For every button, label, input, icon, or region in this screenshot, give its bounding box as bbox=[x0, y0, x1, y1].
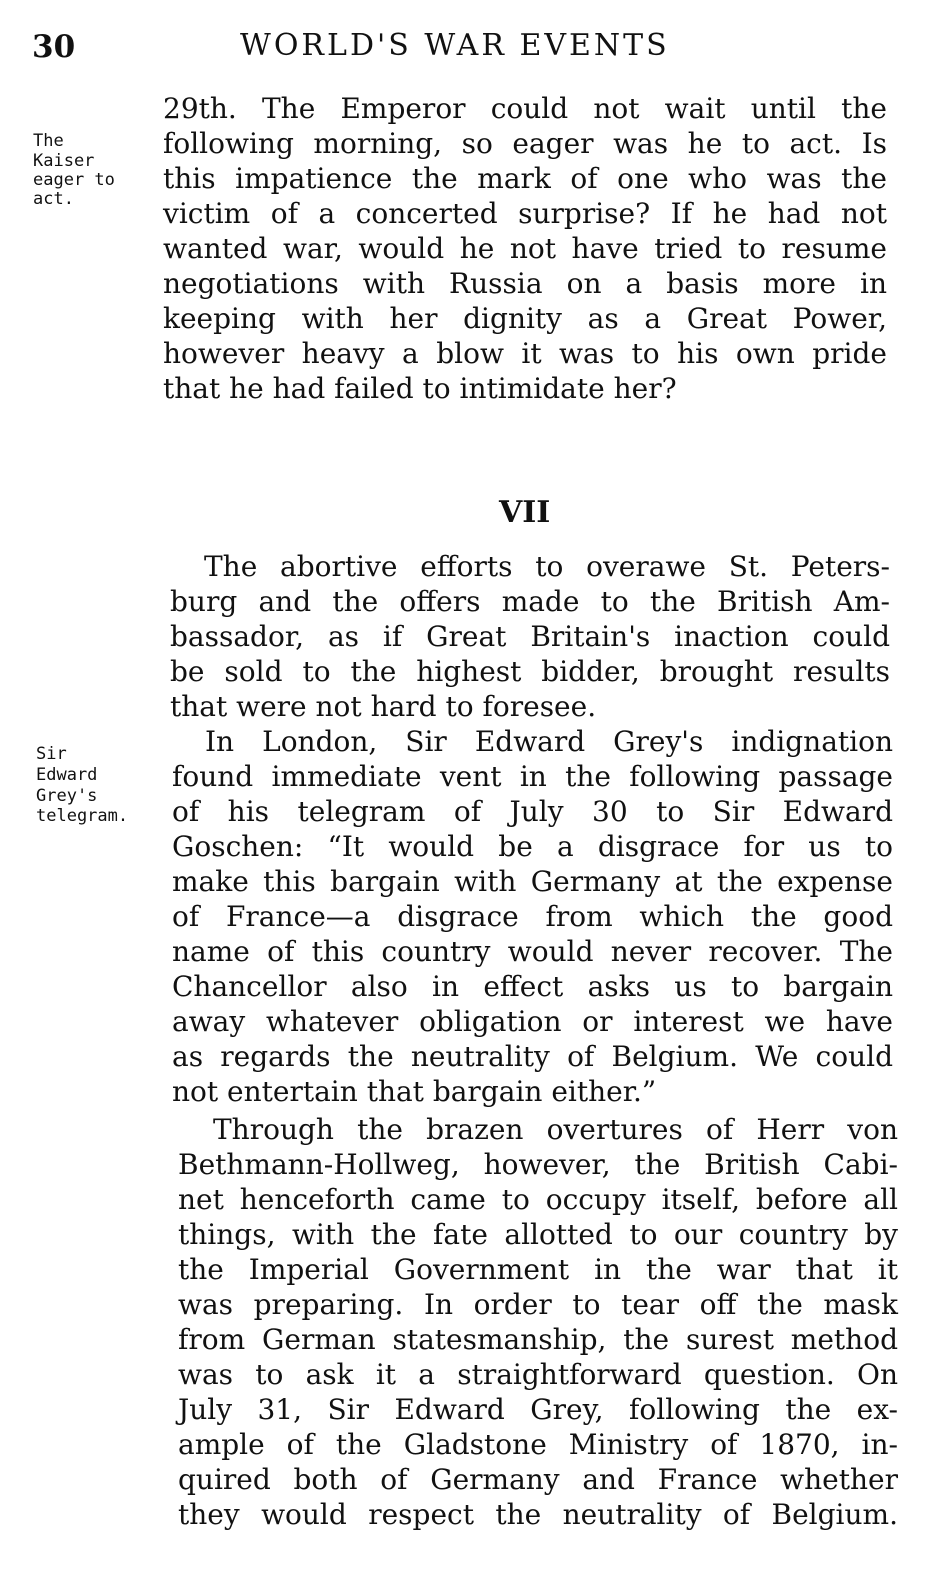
section-heading: VII bbox=[499, 495, 551, 530]
text-line: that he had failed to intimidate her? bbox=[163, 372, 677, 405]
margin-note-line: Grey's bbox=[36, 786, 98, 806]
text-line: was preparing. In order to tear off the mask bbox=[178, 1288, 898, 1321]
text-line: following morning, so eager was he to act. Is bbox=[163, 127, 887, 160]
text-line: make this bargain with Germany at the expense bbox=[172, 865, 893, 898]
margin-note-line: eager to bbox=[33, 170, 115, 190]
text-line: Bethmann-Hollweg, however, the British Cabi- bbox=[178, 1148, 898, 1181]
text-line: July 31, Sir Edward Grey, following the ex- bbox=[178, 1393, 898, 1426]
text-line: be sold to the highest bidder, brought results bbox=[170, 655, 890, 688]
text-line: negotiations with Russia on a basis more in bbox=[163, 267, 887, 300]
text-line: Goschen: “It would be a disgrace for us to bbox=[172, 830, 893, 863]
text-line: Through the brazen overtures of Herr von bbox=[213, 1113, 898, 1146]
margin-note-line: Edward bbox=[36, 765, 98, 785]
text-line: this impatience the mark of one who was the bbox=[163, 162, 887, 195]
text-line: 29th. The Emperor could not wait until the bbox=[163, 92, 887, 125]
running-title: WORLD'S WAR EVENTS bbox=[240, 28, 670, 63]
text-line: keeping with her dignity as a Great Power, bbox=[163, 302, 887, 335]
text-line: In London, Sir Edward Grey's indignation bbox=[205, 725, 893, 758]
text-line: The abortive efforts to overawe St. Peters- bbox=[204, 550, 890, 583]
margin-note-line: Sir bbox=[36, 744, 67, 764]
text-line: burg and the offers made to the British Am- bbox=[170, 585, 890, 618]
text-line: the Imperial Government in the war that it bbox=[178, 1253, 898, 1286]
margin-note-line: The bbox=[33, 131, 64, 151]
text-line: found immediate vent in the following passage bbox=[172, 760, 893, 793]
text-line: victim of a concerted surprise? If he had not bbox=[163, 197, 887, 230]
text-line: from German statesmanship, the surest method bbox=[178, 1323, 898, 1356]
margin-note-line: Kaiser bbox=[33, 151, 95, 171]
text-line: that were not hard to foresee. bbox=[170, 690, 597, 723]
page-number: 30 bbox=[32, 29, 76, 65]
text-line: wanted war, would he not have tried to resume bbox=[163, 232, 887, 265]
margin-note-line: act. bbox=[33, 189, 74, 209]
text-line: of France—a disgrace from which the good bbox=[172, 900, 893, 933]
text-line: bassador, as if Great Britain's inaction could bbox=[170, 620, 890, 653]
text-line: however heavy a blow it was to his own pride bbox=[163, 337, 887, 370]
text-line: name of this country would never recover. The bbox=[172, 935, 893, 968]
text-line: of his telegram of July 30 to Sir Edward bbox=[172, 795, 893, 828]
text-line: Chancellor also in effect asks us to bargain bbox=[172, 970, 893, 1003]
text-line: not entertain that bargain either.” bbox=[172, 1075, 657, 1108]
text-line: net henceforth came to occupy itself, before all bbox=[178, 1183, 898, 1216]
margin-note-line: telegram. bbox=[36, 806, 129, 826]
text-line: ample of the Gladstone Ministry of 1870, in- bbox=[178, 1428, 898, 1461]
text-line: away whatever obligation or interest we have bbox=[172, 1005, 893, 1038]
text-line: was to ask it a straightforward question. On bbox=[178, 1358, 898, 1391]
text-line: quired both of Germany and France whether bbox=[178, 1463, 898, 1496]
text-line: things, with the fate allotted to our country by bbox=[178, 1218, 898, 1251]
text-line: as regards the neutrality of Belgium. We could bbox=[172, 1040, 893, 1073]
text-line: they would respect the neutrality of Belgium. bbox=[178, 1498, 898, 1531]
